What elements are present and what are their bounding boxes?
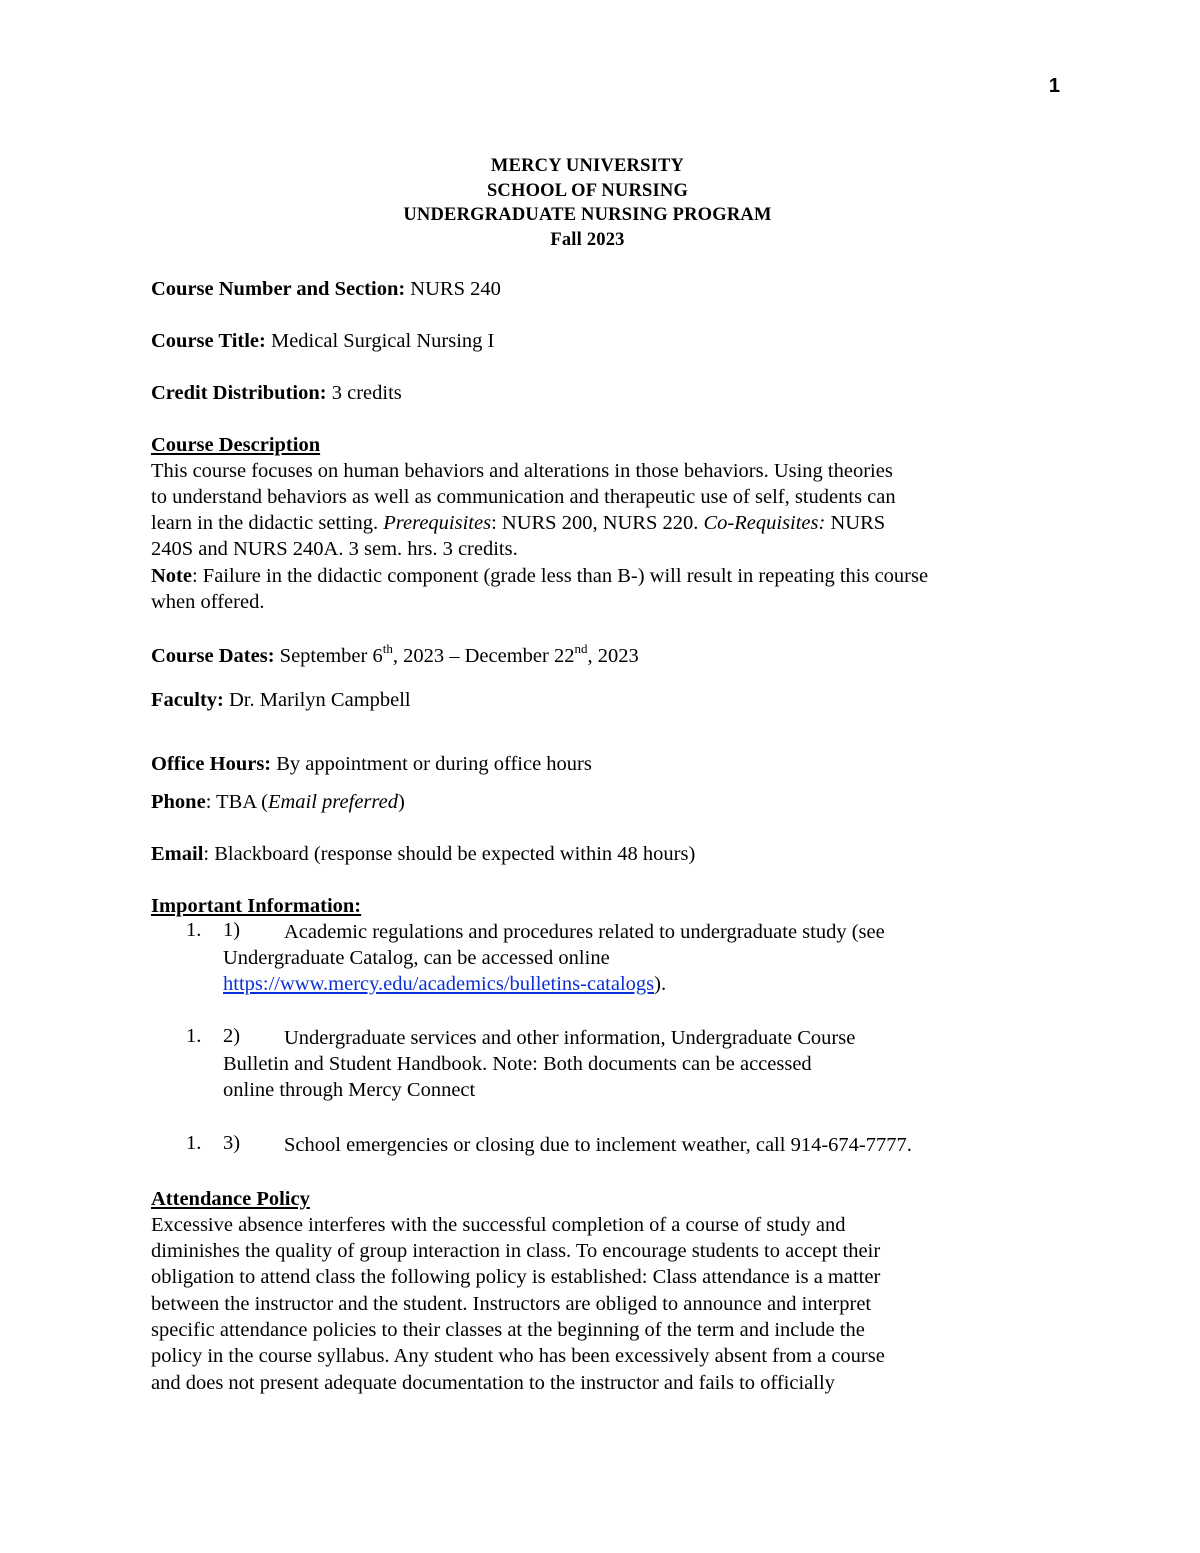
course-title-label: Course Title: (151, 330, 266, 352)
note-label: Note (151, 565, 192, 587)
phone-label: Phone (151, 791, 206, 813)
attendance-line: obligation to attend class the following policy is established: Class attendance is a matter (151, 1266, 881, 1288)
attendance-line: between the instructor and the student. Instructors are obliged to announce and interpret (151, 1293, 872, 1315)
catalog-link[interactable]: https://www.mercy.edu/academics/bulletins-catalogs (223, 973, 655, 995)
prerequisites-label: Prerequisites (383, 512, 492, 534)
attendance-line: Excessive absence interferes with the successful completion of a course of study and (151, 1214, 846, 1236)
important-heading (151, 893, 361, 919)
phone-close: ) (397, 791, 405, 813)
course-number-line (151, 276, 501, 302)
list-text: Undergraduate services and other information, Undergraduate Course (284, 1027, 856, 1049)
program-name: UNDERGRADUATE NURSING PROGRAM (403, 205, 772, 225)
description-line-1: This course focuses on human behaviors and alterations in those behaviors. Using theories (151, 460, 893, 482)
phone-note: Email preferred (267, 791, 398, 813)
attendance-line: specific attendance policies to their classes at the beginning of the term and include the (151, 1319, 865, 1341)
description-line-2: to understand behaviors as well as communication and therapeutic use of self, students can (151, 486, 896, 508)
attendance-line: diminishes the quality of group interaction in class. To encourage students to accept their (151, 1240, 881, 1262)
page-number: 1 (1048, 75, 1060, 97)
list-text: School emergencies or closing due to inclement weather, call 914-674-7777. (284, 1134, 912, 1156)
description-text: learn in the didactic setting. (151, 512, 384, 534)
university-name: MERCY UNIVERSITY (490, 156, 685, 176)
email-value: : Blackboard (response should be expected within 48 hours) (203, 843, 696, 865)
email-line (151, 841, 695, 867)
phone-value: : TBA ( (205, 791, 268, 813)
list-text: Bulletin and Student Handbook. Note: Both documents can be accessed (223, 1053, 812, 1075)
office-hours-line (151, 751, 592, 777)
corequisites-value: NURS (825, 512, 886, 534)
description-line-4: 240S and NURS 240A. 3 sem. hrs. 3 credits. (151, 538, 518, 560)
faculty-label: Faculty: (151, 689, 224, 711)
list-text: Academic regulations and procedures related to undergraduate study (see (284, 921, 885, 943)
list-number: 1) (223, 919, 241, 941)
faculty-line (151, 687, 411, 713)
note-text: : Failure in the didactic component (grade less than B-) will result in repeating this course (191, 565, 929, 587)
attendance-heading-text: Attendance Policy (151, 1188, 310, 1210)
course-title-line (151, 328, 494, 354)
list-marker: 1. (186, 1132, 202, 1154)
office-hours-label: Office Hours: (151, 753, 272, 775)
important-heading-text: Important Information: (151, 895, 362, 917)
attendance-line: policy in the course syllabus. Any student who has been excessively absent from a course (151, 1345, 885, 1367)
term: Fall 2023 (550, 229, 625, 250)
course-number-label: Course Number and Section: (151, 278, 406, 300)
course-number-value: NURS 240 (405, 278, 501, 300)
end-year: , 2023 (587, 645, 639, 667)
email-label: Email (151, 843, 204, 865)
description-line-3 (151, 510, 885, 536)
start-date: September 6 (274, 645, 383, 667)
list-marker: 1. (186, 919, 202, 941)
note-line-1 (151, 563, 928, 589)
document-header (0, 154, 1175, 252)
start-date-suffix: th (382, 641, 393, 657)
list-number: 2) (223, 1025, 241, 1047)
end-date-suffix: nd (574, 641, 588, 657)
attendance-heading (151, 1186, 310, 1212)
attendance-line: and does not present adequate documentation to the instructor and fails to officially (151, 1372, 835, 1394)
credit-line (151, 380, 402, 406)
school-name: SCHOOL OF NURSING (486, 180, 689, 201)
course-title-value: Medical Surgical Nursing I (265, 330, 495, 352)
list-text: online through Mercy Connect (223, 1079, 476, 1101)
list-number: 3) (223, 1132, 241, 1154)
credit-label: Credit Distribution: (151, 382, 327, 404)
credit-value: 3 credits (326, 382, 402, 404)
list-marker: 1. (186, 1025, 202, 1047)
office-hours-value: By appointment or during office hours (271, 753, 592, 775)
prerequisites-value: : NURS 200, NURS 220. (491, 512, 704, 534)
corequisites-label: Co-Requisites: (703, 512, 826, 534)
end-date: , 2023 – December 22 (392, 645, 575, 667)
note-line-2: when offered. (151, 591, 265, 613)
list-text: Undergraduate Catalog, can be accessed online (223, 947, 610, 969)
list-text: ). (654, 973, 667, 995)
description-heading (151, 432, 320, 458)
description-heading-text: Course Description (151, 434, 321, 456)
faculty-value: Dr. Marilyn Campbell (223, 689, 411, 711)
course-dates-line (151, 643, 639, 669)
catalog-link-line (223, 971, 1003, 997)
course-dates-label: Course Dates: (151, 645, 275, 667)
phone-line (151, 789, 405, 815)
